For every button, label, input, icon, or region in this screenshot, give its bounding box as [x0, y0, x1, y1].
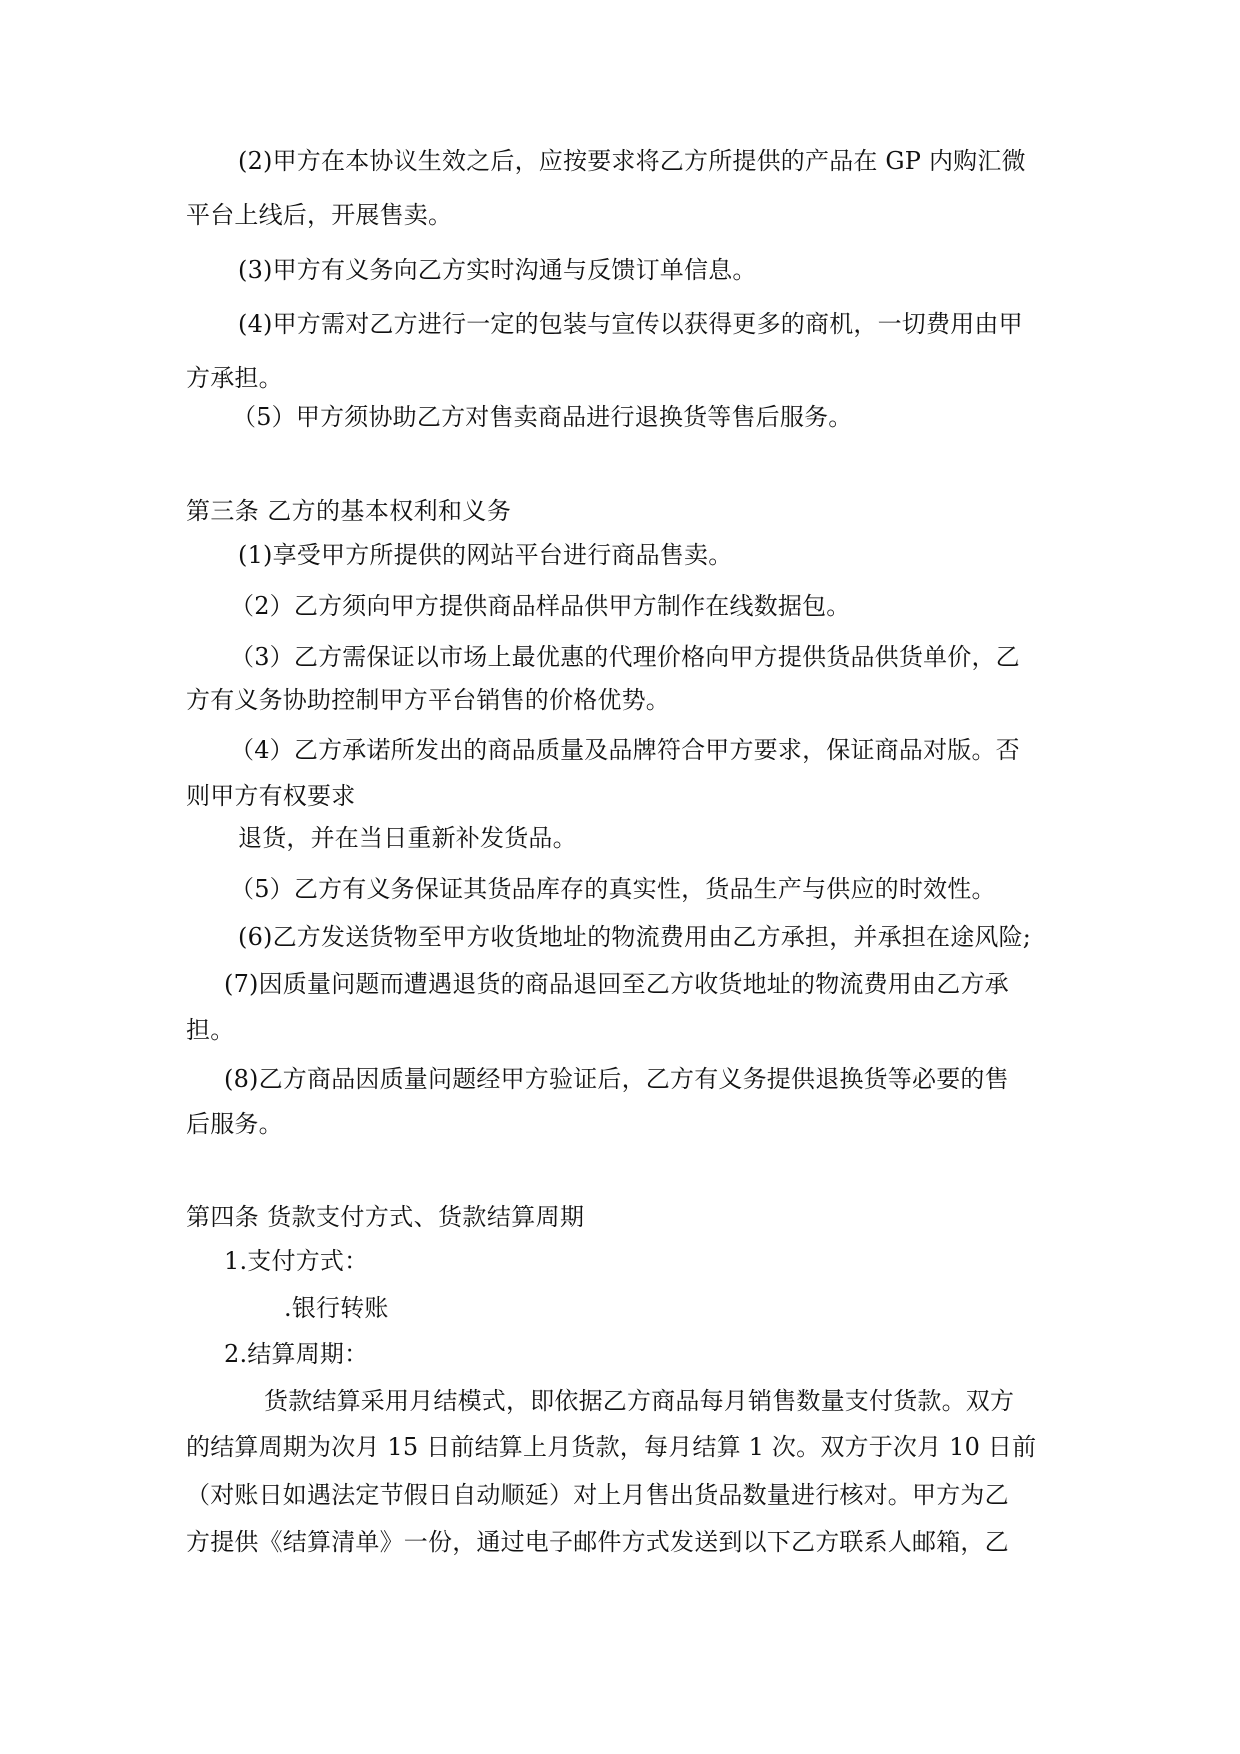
settlement-paragraph-line-1: 货款结算采用月结模式，即依据乙方商品每月销售数量支付货款。双方 [264, 1387, 1015, 1415]
section-three-item-4-line-2: 则甲方有权要求 [186, 782, 356, 810]
section-three-item-8-line-1: (8)乙方商品因质量问题经甲方验证后，乙方有义务提供退换货等必要的售 [224, 1065, 1009, 1093]
payment-method-label: 1.支付方式： [224, 1247, 369, 1275]
section-three-item-4-line-1: （4）乙方承诺所发出的商品质量及品牌符合甲方要求，保证商品对版。否 [230, 736, 1020, 764]
section-three-item-4-line-3: 退货，并在当日重新补发货品。 [238, 824, 577, 852]
payment-method-value: .银行转账 [284, 1294, 389, 1322]
section-three-item-3-line-2: 方有义务协助控制甲方平台销售的价格优势。 [186, 686, 670, 714]
section-three-item-8-line-2: 后服务。 [186, 1110, 283, 1138]
section-two-item-2-line-1: (2)甲方在本协议生效之后，应按要求将乙方所提供的产品在 GP 内购汇微 [238, 147, 1026, 175]
section-three-item-6: (6)乙方发送货物至甲方收货地址的物流费用由乙方承担，并承担在途风险; [238, 923, 1032, 951]
section-two-item-4-line-2: 方承担。 [186, 364, 283, 392]
section-two-item-3: (3)甲方有义务向乙方实时沟通与反馈订单信息。 [238, 256, 757, 284]
settlement-paragraph-line-4: 方提供《结算清单》一份，通过电子邮件方式发送到以下乙方联系人邮箱，乙 [186, 1528, 1009, 1556]
section-three-item-1: (1)享受甲方所提供的网站平台进行商品售卖。 [238, 541, 733, 569]
section-three-item-7-line-2: 担。 [186, 1016, 235, 1044]
section-two-item-4-line-1: (4)甲方需对乙方进行一定的包装与宣传以获得更多的商机，一切费用由甲 [238, 310, 1023, 338]
section-three-item-3-line-1: （3）乙方需保证以市场上最优惠的代理价格向甲方提供货品供货单价，乙 [230, 643, 1020, 671]
section-three-item-7-line-1: (7)因质量问题而遭遇退货的商品退回至乙方收货地址的物流费用由乙方承 [224, 970, 1009, 998]
section-three-item-2: （2）乙方须向甲方提供商品样品供甲方制作在线数据包。 [230, 592, 851, 620]
settlement-period-label: 2.结算周期： [224, 1340, 369, 1368]
section-three-title: 第三条 乙方的基本权利和义务 [186, 497, 512, 525]
section-four-title: 第四条 货款支付方式、货款结算周期 [186, 1203, 585, 1231]
settlement-paragraph-line-3: （对账日如遇法定节假日自动顺延）对上月售出货品数量进行核对。甲方为乙 [186, 1481, 1009, 1509]
settlement-paragraph-line-2: 的结算周期为次月 15 日前结算上月货款，每月结算 1 次。双方于次月 10 日前 [186, 1433, 1037, 1461]
section-two-item-2-line-2: 平台上线后，开展售卖。 [186, 201, 453, 229]
section-two-item-5: （5）甲方须协助乙方对售卖商品进行退换货等售后服务。 [232, 403, 853, 431]
section-three-item-5: （5）乙方有义务保证其货品库存的真实性，货品生产与供应的时效性。 [230, 875, 996, 903]
